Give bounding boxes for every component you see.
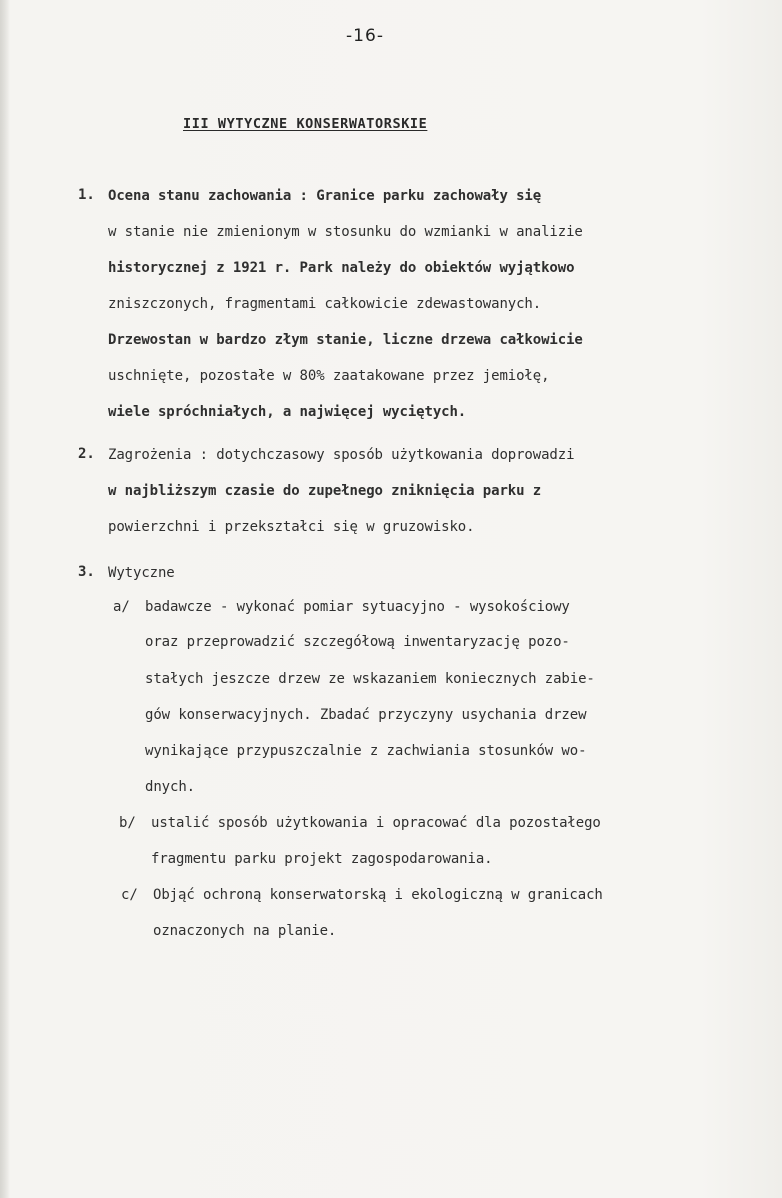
section-1-line-7: wiele spróchniałych, a najwięcej wyciętych. bbox=[108, 404, 467, 420]
page-number: -16- bbox=[346, 26, 384, 46]
section-1-line-3: historycznej z 1921 r. Park należy do obiektów wyjątkowo bbox=[108, 260, 575, 276]
section-1-line-2: w stanie nie zmienionym w stosunku do wzmianki w analizie bbox=[108, 224, 583, 240]
item-b-marker: b/ bbox=[119, 815, 136, 831]
section-2-line-2: w najbliższym czasie do zupełnego zniknięcia parku z bbox=[108, 483, 542, 499]
section-3-number: 3. bbox=[78, 564, 95, 580]
section-1-line-1: Ocena stanu zachowania : Granice parku zachowały się bbox=[108, 188, 542, 204]
item-a-line-3: stałych jeszcze drzew ze wskazaniem koniecznych zabie- bbox=[145, 671, 595, 687]
item-b-line-2: fragmentu parku projekt zagospodarowania. bbox=[151, 851, 493, 867]
item-a-line-2: oraz przeprowadzić szczegółową inwentaryzację pozo- bbox=[145, 634, 570, 650]
item-a-line-6: dnych. bbox=[145, 779, 195, 795]
page-edge-shadow bbox=[0, 0, 10, 1198]
section-heading: III WYTYCZNE KONSERWATORSKIE bbox=[183, 116, 428, 132]
item-c-line-1: Objąć ochroną konserwatorską i ekologiczną w granicach bbox=[153, 887, 603, 903]
section-2-number: 2. bbox=[78, 446, 95, 462]
section-1-line-5: Drzewostan w bardzo złym stanie, liczne drzewa całkowicie bbox=[108, 332, 583, 348]
item-a-marker: a/ bbox=[113, 599, 130, 615]
item-c-line-2: oznaczonych na planie. bbox=[153, 923, 337, 939]
section-2-line-1: Zagrożenia : dotychczasowy sposób użytkowania doprowadzi bbox=[108, 447, 575, 463]
item-a-line-1: badawcze - wykonać pomiar sytuacyjno - wysokościowy bbox=[145, 599, 570, 615]
item-a-line-5: wynikające przypuszczalnie z zachwiania stosunków wo- bbox=[145, 743, 587, 759]
section-1-number: 1. bbox=[78, 187, 95, 203]
section-2-line-3: powierzchni i przekształci się w gruzowisko. bbox=[108, 519, 475, 535]
section-1-line-6: uschnięte, pozostałe w 80% zaatakowane przez jemiołę, bbox=[108, 368, 550, 384]
item-b-line-1: ustalić sposób użytkowania i opracować dla pozostałego bbox=[151, 815, 601, 831]
section-3-title: Wytyczne bbox=[108, 565, 175, 581]
item-a-line-4: gów konserwacyjnych. Zbadać przyczyny usychania drzew bbox=[145, 707, 587, 723]
item-c-marker: c/ bbox=[121, 887, 138, 903]
section-1-line-4: zniszczonych, fragmentami całkowicie zdewastowanych. bbox=[108, 296, 542, 312]
